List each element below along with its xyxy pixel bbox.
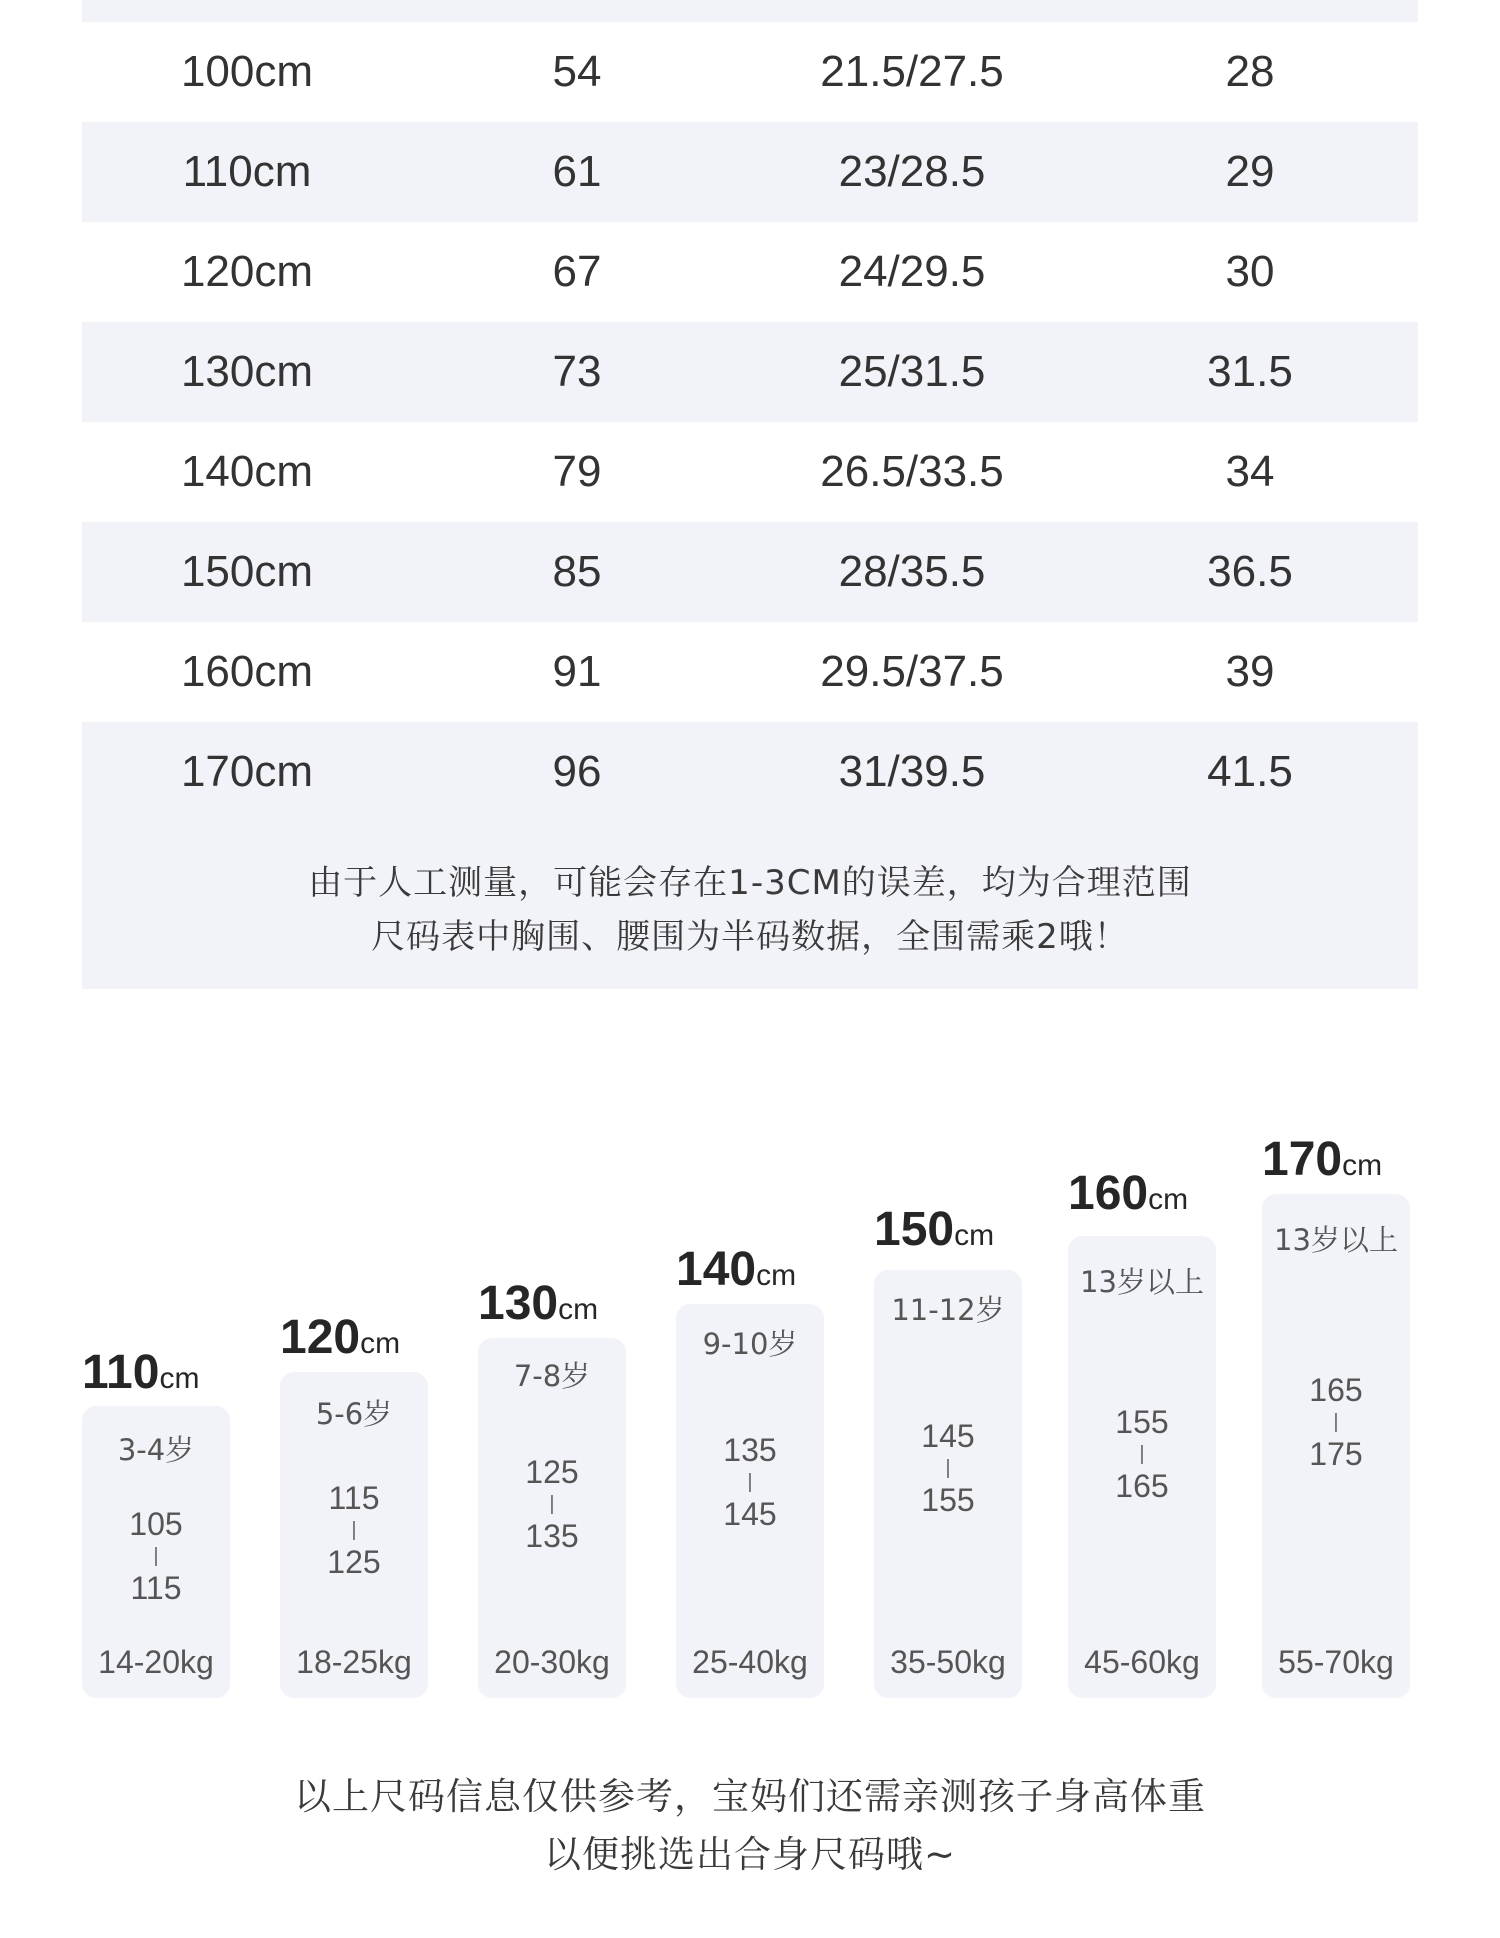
card-weight: 25-40kg [692, 1644, 808, 1680]
note-line: 以上尺码信息仅供参考，宝妈们还需亲测孩子身高体重 [294, 1775, 1206, 1818]
range-low: 145 [921, 1418, 975, 1454]
range-high: 145 [723, 1496, 777, 1532]
value-cell: 23/28.5 [838, 147, 986, 196]
height-cell: 100cm [180, 47, 314, 96]
card-height-range [478, 1454, 626, 1554]
card-height-range [1068, 1404, 1216, 1504]
card-weight: 18-25kg [296, 1644, 412, 1680]
range-separator: | [747, 1471, 753, 1493]
card-size: 130 [478, 1277, 559, 1330]
note-line: 以便挑选出合身尺码哦~ [543, 1833, 956, 1876]
card-age: 13岁以上 [1080, 1265, 1204, 1299]
value-cell: 54 [552, 47, 602, 96]
range-low: 155 [1115, 1404, 1169, 1440]
note-line: 由于人工测量，可能会存在1-3CM的误差，均为合理范围 [308, 862, 1192, 903]
range-separator: | [549, 1493, 555, 1515]
reference-note [0, 1768, 1500, 1884]
value-cell: 30 [1225, 247, 1275, 296]
value-cell: 67 [552, 247, 602, 296]
range-separator: | [1139, 1443, 1145, 1465]
range-low: 125 [525, 1454, 579, 1490]
value-cell: 79 [552, 447, 602, 496]
value-cell: 29.5/37.5 [820, 647, 1004, 696]
height-cell: 170cm [180, 747, 314, 796]
card-height-range [676, 1432, 824, 1532]
card-size-heading [1262, 1132, 1422, 1187]
card-age: 3-4岁 [117, 1433, 195, 1467]
card-size: 150 [874, 1203, 955, 1256]
value-cell: 26.5/33.5 [820, 447, 1004, 496]
range-high: 135 [525, 1518, 579, 1554]
range-low: 115 [328, 1480, 380, 1516]
range-high: 165 [1115, 1468, 1169, 1504]
range-low: 135 [723, 1432, 777, 1468]
card-unit: cm [954, 1219, 995, 1252]
range-high: 115 [130, 1570, 182, 1606]
range-high: 125 [327, 1544, 381, 1580]
range-high: 175 [1309, 1436, 1363, 1472]
card-unit: cm [360, 1327, 401, 1360]
card-age: 9-10岁 [702, 1327, 798, 1361]
height-cell: 160cm [180, 647, 314, 696]
value-cell: 41.5 [1207, 747, 1293, 796]
card-size-heading [82, 1345, 242, 1400]
value-cell: 24/29.5 [838, 247, 986, 296]
value-cell: 28 [1225, 47, 1275, 96]
value-cell: 21.5/27.5 [820, 47, 1004, 96]
value-cell: 31/39.5 [838, 747, 986, 796]
value-cell: 39 [1225, 647, 1275, 696]
value-cell: 85 [552, 547, 602, 596]
height-cell: 150cm [180, 547, 314, 596]
card-size-heading [280, 1310, 440, 1365]
card-weight: 55-70kg [1278, 1644, 1394, 1680]
card-weight: 20-30kg [494, 1644, 610, 1680]
range-separator: | [351, 1519, 357, 1541]
height-cell: 120cm [180, 247, 314, 296]
card-size-heading [1068, 1166, 1228, 1221]
value-cell: 25/31.5 [838, 347, 986, 396]
card-weight: 14-20kg [98, 1644, 214, 1680]
range-high: 155 [921, 1482, 975, 1518]
value-cell: 28/35.5 [838, 547, 986, 596]
card-size: 110 [82, 1346, 160, 1399]
value-cell: 31.5 [1207, 347, 1293, 396]
card-age: 13岁以上 [1274, 1223, 1398, 1257]
range-separator: | [1333, 1411, 1339, 1433]
card-unit: cm [1342, 1149, 1383, 1182]
card-size-heading [874, 1202, 1034, 1257]
card-size: 170 [1262, 1133, 1343, 1186]
value-cell: 61 [552, 147, 602, 196]
height-cell: 140cm [180, 447, 314, 496]
card-age: 5-6岁 [315, 1397, 393, 1431]
range-separator: | [945, 1457, 951, 1479]
value-cell: 96 [552, 747, 602, 796]
card-size: 160 [1068, 1167, 1149, 1220]
card-unit: cm [159, 1362, 200, 1395]
card-unit: cm [756, 1259, 797, 1292]
value-cell: 73 [552, 347, 602, 396]
value-cell: 29 [1225, 147, 1275, 196]
note-line: 尺码表中胸围、腰围为半码数据，全围需乘2哦！ [371, 916, 1129, 957]
range-low: 165 [1309, 1372, 1363, 1408]
height-cell: 110cm [182, 147, 312, 196]
card-size-heading [478, 1276, 638, 1331]
card-weight: 45-60kg [1084, 1644, 1200, 1680]
card-height-range [280, 1480, 428, 1580]
card-age: 7-8岁 [513, 1359, 591, 1393]
value-cell: 34 [1225, 447, 1275, 496]
value-cell: 91 [552, 647, 602, 696]
card-height-range [1262, 1372, 1410, 1472]
card-unit: cm [558, 1293, 599, 1326]
card-size: 120 [280, 1311, 361, 1364]
range-separator: | [153, 1545, 159, 1567]
card-weight: 35-50kg [890, 1644, 1006, 1680]
card-height-range [874, 1418, 1022, 1518]
value-cell: 36.5 [1207, 547, 1293, 596]
card-age: 11-12岁 [891, 1293, 1005, 1327]
range-low: 105 [129, 1506, 183, 1542]
card-unit: cm [1148, 1183, 1189, 1216]
card-size-heading [676, 1242, 836, 1297]
card-size: 140 [676, 1243, 757, 1296]
card-height-range [82, 1506, 230, 1606]
height-cell: 130cm [180, 347, 314, 396]
